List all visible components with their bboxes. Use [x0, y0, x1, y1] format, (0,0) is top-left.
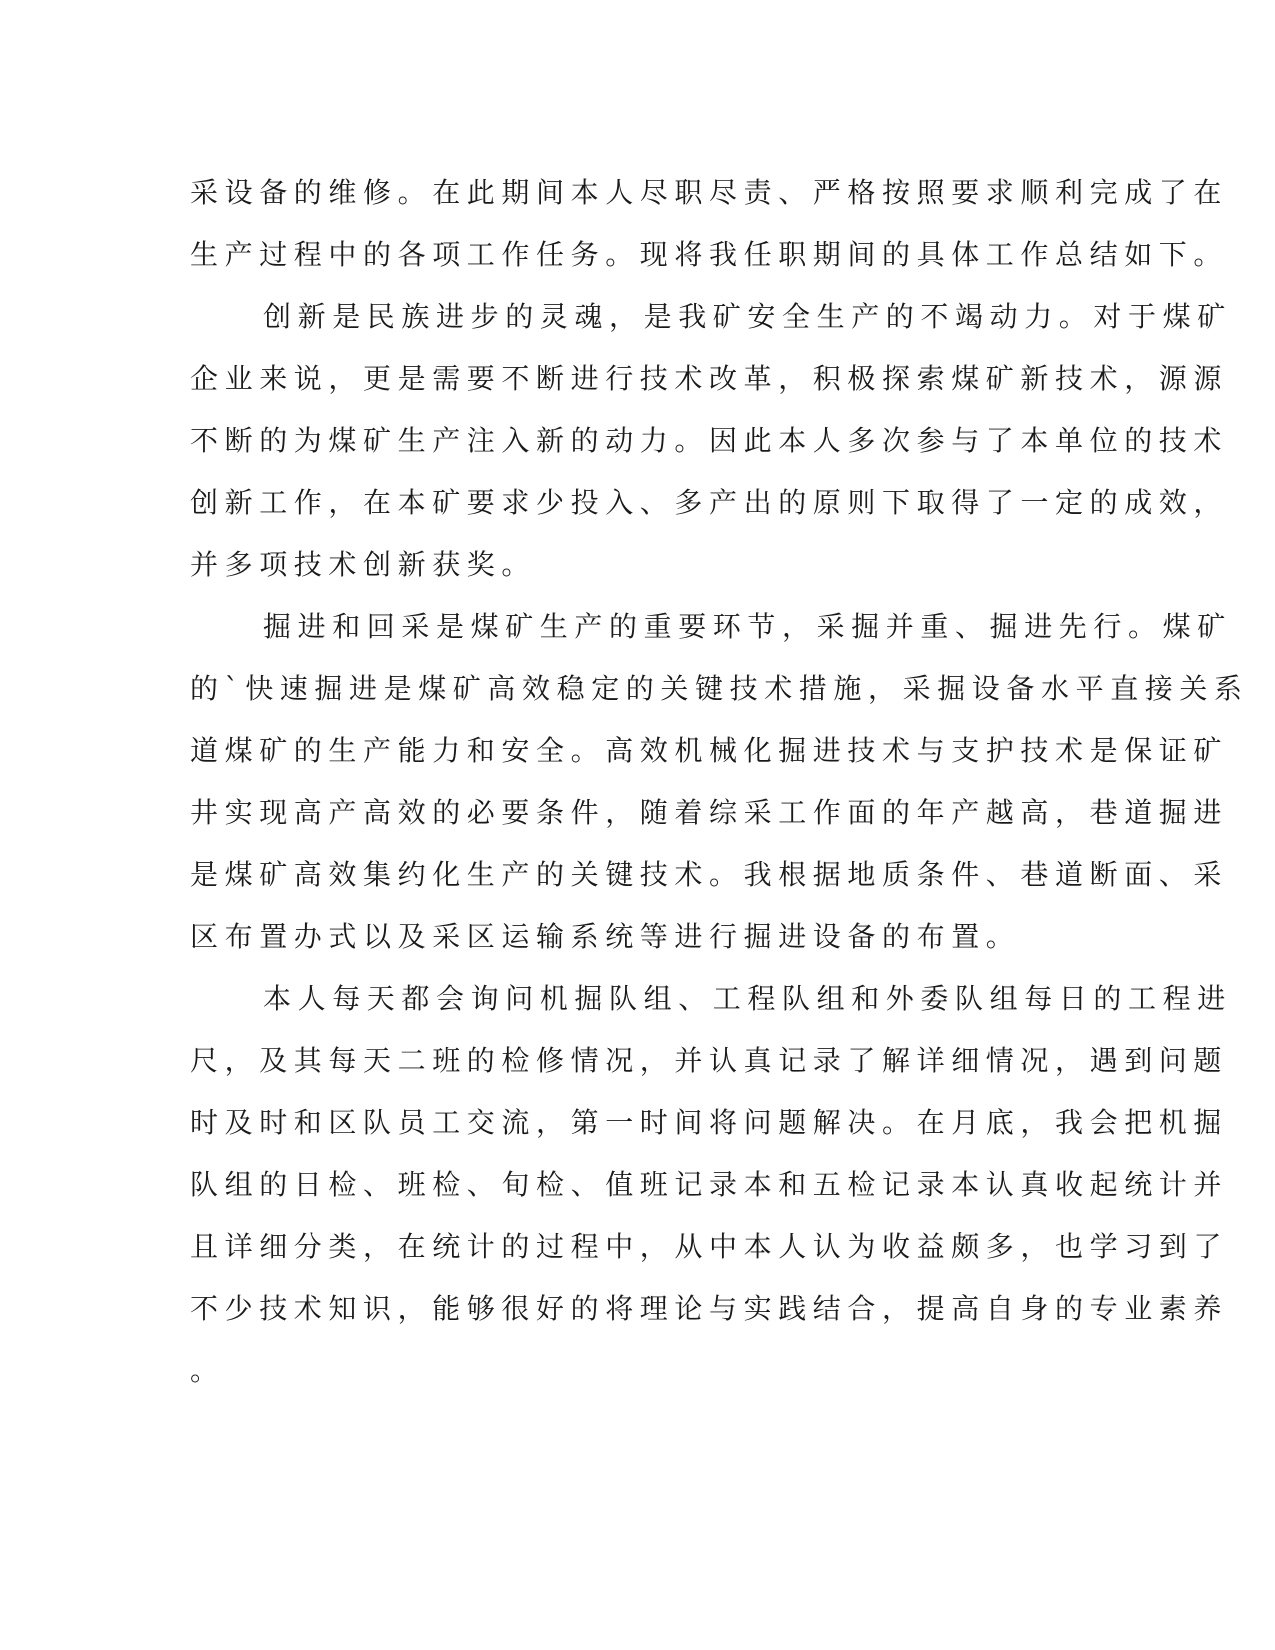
paragraph-1 — [190, 162, 1229, 286]
text-line: 是煤矿高效集约化生产的关键技术。我根据地质条件、巷道断面、采 — [190, 858, 1229, 891]
text-line: 掘进和回采是煤矿生产的重要环节，采掘并重、掘进先行。煤矿 — [263, 610, 1232, 643]
text-line: 区布置办式以及采区运输系统等进行掘进设备的布置。 — [190, 920, 1021, 953]
text-line: 企业来说，更是需要不断进行技术改革，积极探索煤矿新技术，源源 — [190, 362, 1229, 395]
text-line: 采设备的维修。在此期间本人尽职尽责、严格按照要求顺利完成了在 — [190, 176, 1229, 209]
text-line: 队组的日检、班检、旬检、值班记录本和五检记录本认真收起统计并 — [190, 1168, 1229, 1201]
paragraph-4 — [190, 968, 1232, 1402]
text-line: 不断的为煤矿生产注入新的动力。因此本人多次参与了本单位的技术 — [190, 424, 1229, 457]
text-line: 道煤矿的生产能力和安全。高效机械化掘进技术与支护技术是保证矿 — [190, 734, 1229, 767]
paragraph-2 — [190, 286, 1232, 596]
paragraph-3 — [190, 596, 1249, 968]
text-line: 的`快速掘进是煤矿高效稳定的关键技术措施，采掘设备水平直接关系 — [190, 672, 1249, 705]
text-line: 创新工作，在本矿要求少投入、多产出的原则下取得了一定的成效， — [190, 486, 1229, 519]
text-line: 尺，及其每天二班的检修情况，并认真记录了解详细情况，遇到问题 — [190, 1044, 1229, 1077]
text-line: 时及时和区队员工交流，第一时间将问题解决。在月底，我会把机掘 — [190, 1106, 1229, 1139]
text-line: 井实现高产高效的必要条件，随着综采工作面的年产越高，巷道掘进 — [190, 796, 1229, 829]
text-line: 并多项技术创新获奖。 — [190, 548, 537, 581]
text-line: 。 — [190, 1354, 225, 1387]
text-line: 不少技术知识，能够很好的将理论与实践结合，提高自身的专业素养 — [190, 1292, 1229, 1325]
text-line: 生产过程中的各项工作任务。现将我任职期间的具体工作总结如下。 — [190, 238, 1229, 271]
text-line: 本人每天都会询问机掘队组、工程队组和外委队组每日的工程进 — [263, 982, 1232, 1015]
text-line: 创新是民族进步的灵魂，是我矿安全生产的不竭动力。对于煤矿 — [263, 300, 1232, 333]
body-text — [190, 162, 1249, 1402]
text-line: 且详细分类，在统计的过程中，从中本人认为收益颇多，也学习到了 — [190, 1230, 1229, 1263]
